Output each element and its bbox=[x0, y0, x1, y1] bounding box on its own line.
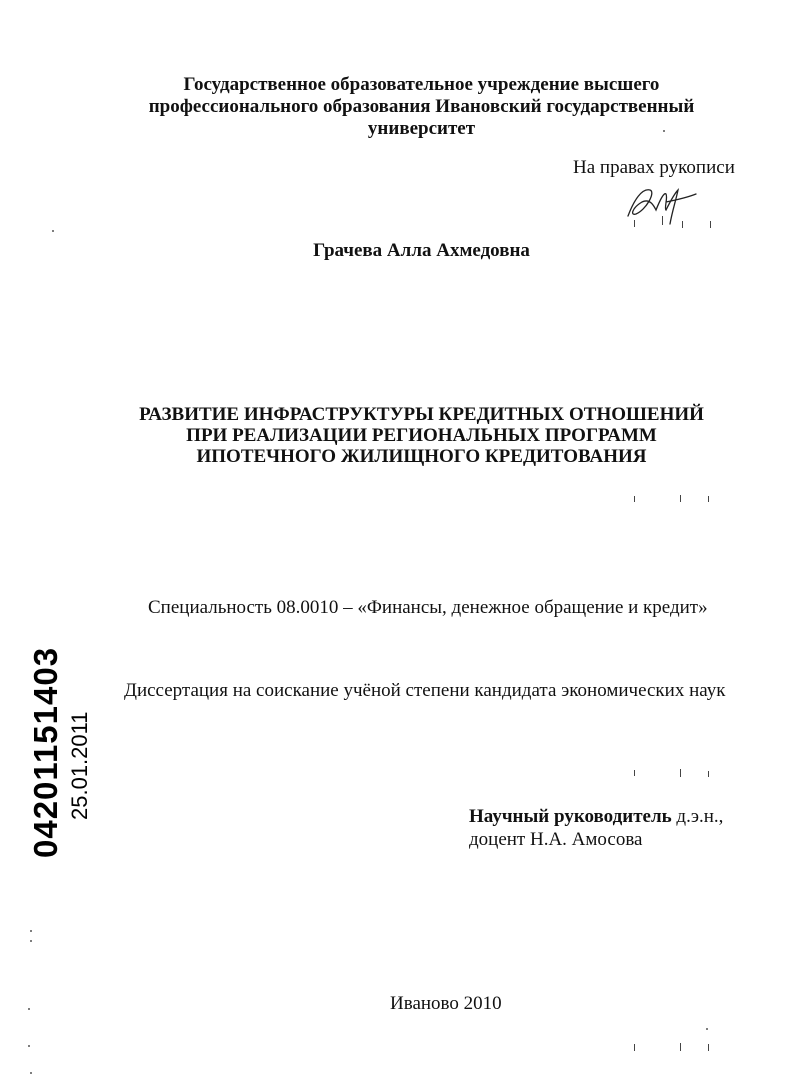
scan-mark bbox=[680, 1043, 681, 1051]
supervisor-credentials: д.э.н., bbox=[676, 806, 724, 827]
scan-speck bbox=[663, 130, 665, 132]
supervisor-role: Научный руководитель bbox=[469, 806, 672, 827]
scan-speck bbox=[28, 1045, 30, 1047]
specialty-text: Специальность 08.0010 – «Финансы, денежное обращение и кредит» bbox=[148, 597, 708, 618]
scan-speck bbox=[30, 930, 32, 932]
scan-mark bbox=[708, 1044, 709, 1051]
scan-mark bbox=[662, 216, 663, 225]
dissertation-title bbox=[0, 404, 793, 467]
author-name: Грачева Алла Ахмедовна bbox=[313, 240, 530, 261]
stamp-date: 25.01.2011 bbox=[67, 711, 92, 820]
scan-mark bbox=[634, 1044, 635, 1051]
scan-mark bbox=[680, 769, 681, 777]
institution-line-2: профессионального образования Ивановский государственный bbox=[148, 96, 695, 117]
stamp-code: 04201151403 bbox=[27, 646, 64, 858]
title-line-2: ПРИ РЕАЛИЗАЦИИ РЕГИОНАЛЬНЫХ ПРОГРАММ bbox=[186, 425, 657, 446]
scan-mark bbox=[634, 220, 635, 227]
title-line-3: ИПОТЕЧНОГО ЖИЛИЩНОГО КРЕДИТОВАНИЯ bbox=[196, 446, 647, 467]
signature-image bbox=[620, 180, 700, 226]
scan-mark bbox=[708, 771, 709, 777]
scan-speck bbox=[30, 1072, 32, 1074]
scan-mark bbox=[708, 496, 709, 502]
institution-header bbox=[0, 74, 793, 140]
title-line-1: РАЗВИТИЕ ИНФРАСТРУКТУРЫ КРЕДИТНЫХ ОТНОШЕНИЙ bbox=[139, 404, 704, 425]
supervisor-name: доцент Н.А. Амосова bbox=[469, 829, 643, 850]
institution-line-3: университет bbox=[367, 118, 476, 139]
degree-text: Диссертация на соискание учёной степени кандидата экономических наук bbox=[124, 680, 726, 701]
scan-mark bbox=[680, 495, 681, 502]
scan-speck bbox=[52, 230, 54, 232]
scan-speck bbox=[28, 1008, 30, 1010]
scan-speck bbox=[706, 1028, 708, 1030]
library-stamp bbox=[27, 630, 97, 860]
city-year: Иваново 2010 bbox=[390, 993, 502, 1014]
scan-mark bbox=[634, 770, 635, 776]
manuscript-note: На правах рукописи bbox=[573, 157, 735, 178]
scan-mark bbox=[710, 221, 711, 228]
supervisor-block bbox=[469, 805, 723, 851]
scan-mark bbox=[634, 496, 635, 502]
scan-speck bbox=[30, 940, 32, 942]
institution-line-1: Государственное образовательное учреждение высшего bbox=[183, 74, 660, 95]
scan-mark bbox=[682, 221, 683, 228]
